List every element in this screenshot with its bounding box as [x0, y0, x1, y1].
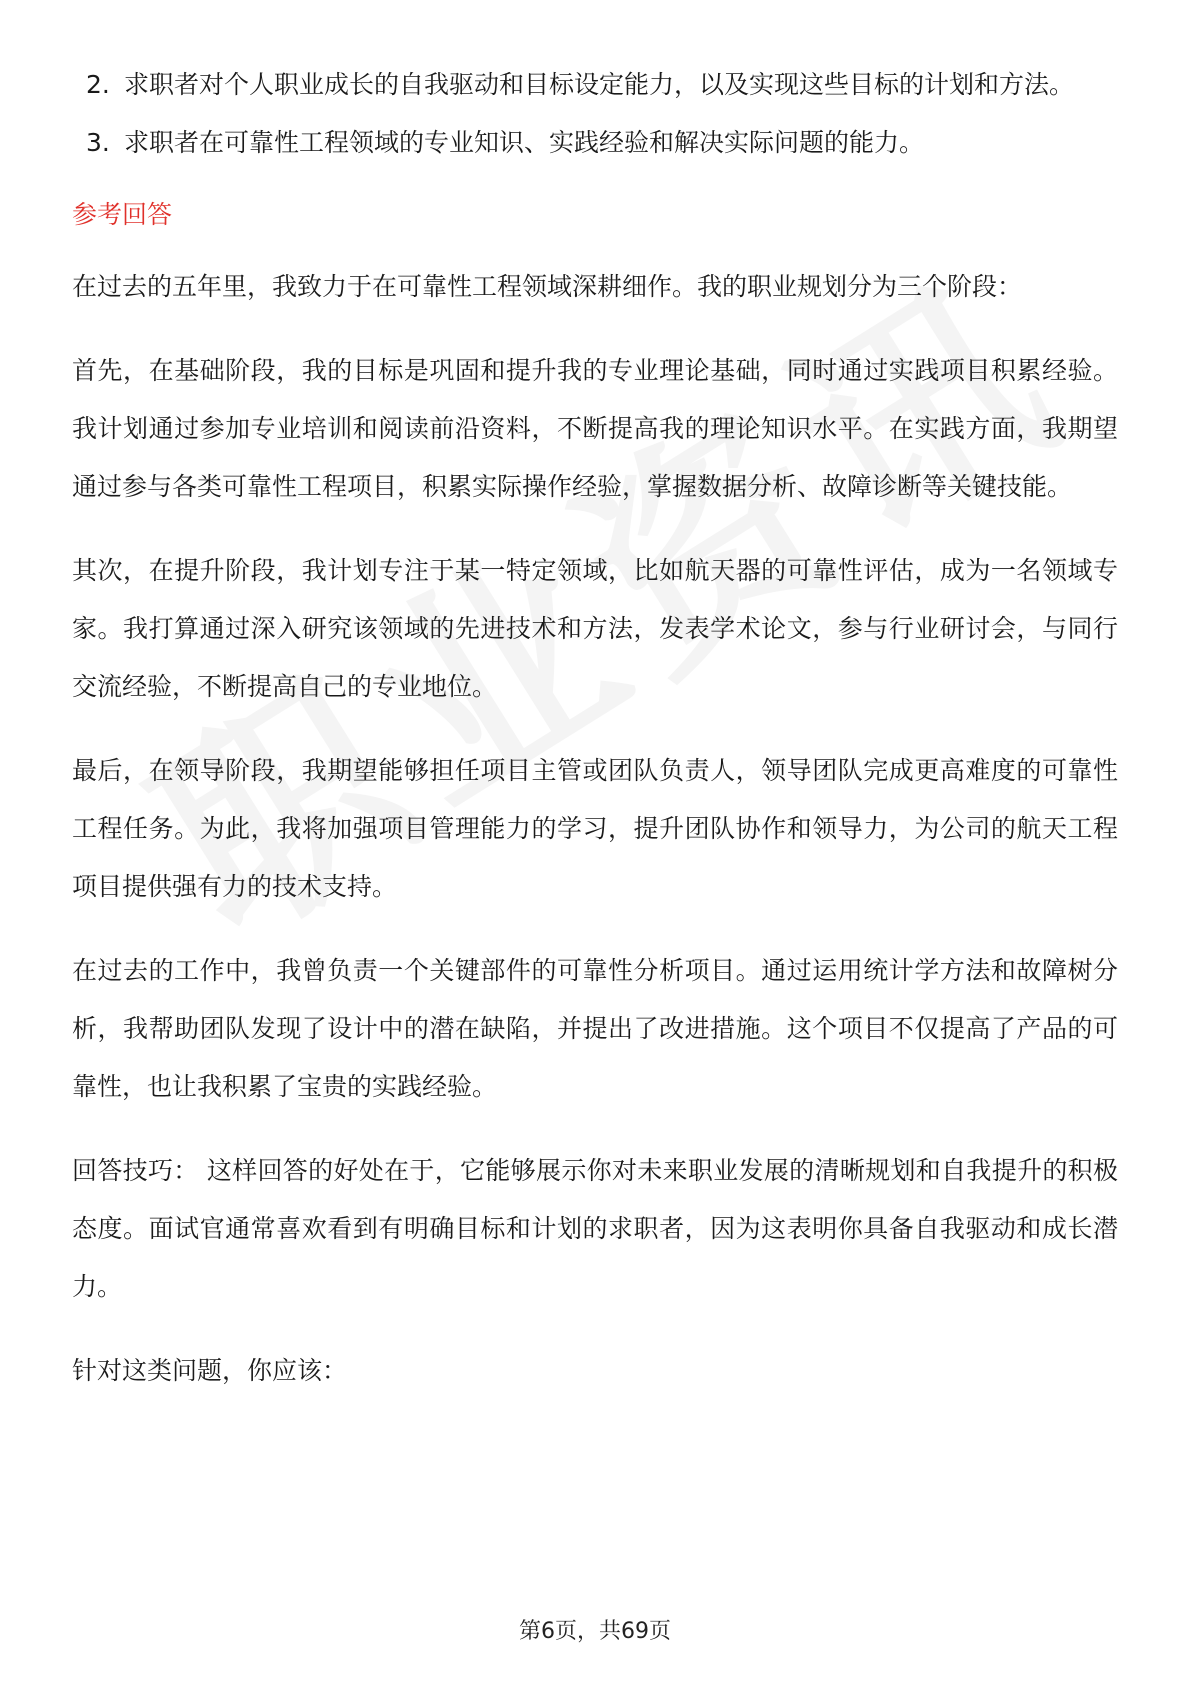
- paragraph-intro: 在过去的五年里，我致力于在可靠性工程领域深耕细作。我的职业规划分为三个阶段：: [72, 272, 1023, 301]
- list-item-text: 求职者对个人职业成长的自我驱动和目标设定能力，以及实现这些目标的计划和方法。: [124, 70, 1075, 99]
- paragraph-answer-tips: 回答技巧： 这样回答的好处在于，它能够展示你对未来职业发展的清晰规划和自我提升的积极态度。面试官通常喜欢看到有明确目标和计划的求职者，因为这表明你具备自我驱动和成长潜力。: [72, 1156, 1118, 1301]
- list-item-number: 2.: [86, 70, 110, 99]
- list-item-text: 求职者在可靠性工程领域的专业知识、实践经验和解决实际问题的能力。: [124, 128, 925, 157]
- list-item: [72, 114, 1118, 172]
- paragraph-stage-three: 最后，在领导阶段，我期望能够担任项目主管或团队负责人，领导团队完成更高难度的可靠性工程任务。为此，我将加强项目管理能力的学习，提升团队协作和领导力，为公司的航天工程项目提供强有力的技术支持。: [72, 756, 1118, 901]
- numbered-list: [72, 56, 1118, 172]
- paragraph-stage-two: 其次，在提升阶段，我计划专注于某一特定领域，比如航天器的可靠性评估，成为一名领域专家。我打算通过深入研究该领域的先进技术和方法，发表学术论文，参与行业研讨会，与同行交流经验，不断提高自己的专业地位。: [72, 556, 1118, 701]
- paragraph-advice-lead: 针对这类问题，你应该：: [72, 1356, 348, 1385]
- list-item: [72, 56, 1118, 114]
- list-item-number: 3.: [86, 128, 110, 157]
- page-content: [72, 56, 1118, 1426]
- section-heading: 参考回答: [72, 200, 173, 229]
- paragraph-experience: 在过去的工作中，我曾负责一个关键部件的可靠性分析项目。通过运用统计学方法和故障树分析，我帮助团队发现了设计中的潜在缺陷，并提出了改进措施。这个项目不仅提高了产品的可靠性，也让我积累了宝贵的实践经验。: [72, 956, 1118, 1101]
- paragraph-stage-one: 首先，在基础阶段，我的目标是巩固和提升我的专业理论基础，同时通过实践项目积累经验。我计划通过参加专业培训和阅读前沿资料，不断提高我的理论知识水平。在实践方面，我期望通过参与各类可靠性工程项目，积累实际操作经验，掌握数据分析、故障诊断等关键技能。: [72, 356, 1118, 501]
- page-number-footer: 第6页，共69页: [519, 1619, 671, 1644]
